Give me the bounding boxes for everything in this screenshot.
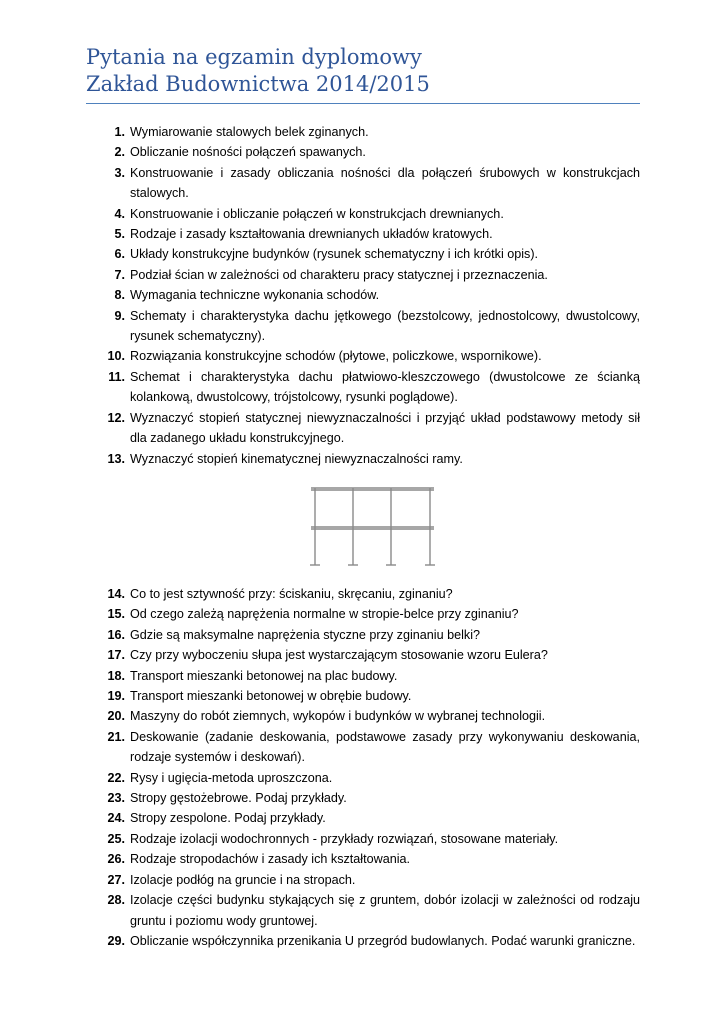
list-item [86,306,640,347]
item-text: Rodzaje stropodachów i zasady ich kształtowania. [130,852,411,867]
item-number: 14. [107,587,125,601]
frame-structure-icon [309,485,436,573]
item-number: 13. [107,451,125,466]
item-text: Wyznaczyć stopień kinematycznej niewyznaczalności ramy. [130,451,463,466]
item-number: 16. [107,627,125,642]
item-number: 10. [107,349,125,364]
question-list-part-1 [86,122,640,469]
item-text: Wymagania techniczne wykonania schodów. [130,288,380,303]
item-number: 28. [107,893,125,908]
item-text: Izolacje podłóg na gruncie i na stropach. [130,872,356,887]
item-number: 17. [107,648,125,663]
item-text: Obliczanie współczynnika przenikania U przegród budowlanych. Podać warunki graniczne. [130,933,636,948]
list-item [86,788,640,808]
item-number: 12. [107,410,125,425]
item-text: Rysy i ugięcia-metoda uproszczona. [130,770,333,785]
item-text: Stropy zespolone. Podaj przykłady. [130,811,326,826]
list-item [86,204,640,224]
item-number: 6. [114,247,125,262]
question-list-part-2 [86,584,640,951]
item-text: Schematy i charakterystyka dachu jętkowego (bezstolcowy, jednostolcowy, dwustolcowy, rysunek schematyczny). [130,308,640,344]
list-item [86,645,640,665]
item-text: Gdzie są maksymalne naprężenia styczne przy zginaniu belki? [130,627,480,642]
item-number: 22. [107,770,125,785]
list-item [86,829,640,849]
item-number: 2. [114,145,125,160]
list-item [86,367,640,408]
frame-lines [310,488,435,565]
list-item [86,285,640,305]
list-item [86,727,640,768]
list-item [86,686,640,706]
item-number: 11. [108,369,125,384]
list-item [86,890,640,931]
list-item [86,265,640,285]
list-item [86,408,640,449]
item-number: 29. [107,933,125,948]
item-text: Stropy gęstożebrowe. Podaj przykłady. [130,791,347,806]
item-number: 4. [114,206,125,221]
item-text: Konstruowanie i obliczanie połączeń w konstrukcjach drewnianych. [130,206,504,221]
item-text: Od czego zależą naprężenia normalne w stropie-belce przy zginaniu? [130,607,519,622]
item-text: Izolacje części budynku stykających się z gruntem, dobór izolacji w zależności od rodzaju gruntu i poziomu wody gruntowej. [130,893,640,928]
item-number: 15. [107,607,125,622]
item-text: Co to jest sztywność przy: ściskaniu, skręcaniu, zginaniu? [130,587,453,601]
list-item [86,346,640,366]
item-text: Schemat i charakterystyka dachu płatwiowo-kleszczowego (dwustolcowe ze ścianką kolankową, dwustolcowy, trójstolcowy, rysunki poglądowe). [130,369,640,405]
item-number: 18. [107,668,125,683]
item-text: Podział ścian w zależności od charakteru pracy statycznej i przeznaczenia. [130,267,548,282]
item-number: 23. [107,791,125,806]
title-line-2: Zakład Budownictwa 2014/2015 [86,72,430,96]
item-text: Konstruowanie i zasady obliczania nośności dla połączeń śrubowych w konstrukcjach stalowych. [130,165,640,201]
page-title [86,44,646,98]
item-text: Transport mieszanki betonowej w obrębie budowy. [130,689,412,704]
item-number: 8. [114,288,125,303]
item-text: Deskowanie (zadanie deskowania, podstawowe zasady przy wykonywaniu deskowania, rodzaje systemów i deskowań). [130,729,640,765]
item-number: 3. [114,165,125,180]
list-item [86,224,640,244]
item-number: 5. [114,227,125,242]
list-item [86,870,640,890]
list-item [86,666,640,686]
list-item [86,449,640,469]
item-number: 27. [107,872,125,887]
item-number: 1. [114,125,125,139]
item-text: Obliczanie nośności połączeń spawanych. [130,145,366,160]
list-item [86,142,640,162]
item-number: 9. [114,308,125,323]
item-number: 21. [107,729,125,744]
item-text: Wyznaczyć stopień statycznej niewyznaczalności i przyjąć układ podstawowy metody sił dla zadanego układu konstrukcyjnego. [130,410,640,446]
list-item [86,849,640,869]
item-text: Transport mieszanki betonowej na plac budowy. [130,668,398,683]
list-item [86,163,640,204]
item-text: Rodzaje i zasady kształtowania drewnianych układów kratowych. [130,227,493,242]
title-divider [86,103,640,104]
list-item [86,584,640,604]
item-number: 7. [114,267,125,282]
item-number: 26. [107,852,125,867]
title-line-1: Pytania na egzamin dyplomowy [86,45,422,69]
item-number: 19. [107,689,125,704]
item-number: 24. [107,811,125,826]
list-item [86,625,640,645]
item-text: Rodzaje izolacji wodochronnych - przykłady rozwiązań, stosowane materiały. [130,831,559,846]
item-text: Czy przy wyboczeniu słupa jest wystarczającym stosowanie wzoru Eulera? [130,648,548,663]
item-text: Układy konstrukcyjne budynków (rysunek schematyczny i ich krótki opis). [130,247,539,262]
list-item [86,931,640,951]
list-item [86,768,640,788]
list-item [86,604,640,624]
list-item [86,706,640,726]
item-number: 20. [107,709,125,724]
item-text: Maszyny do robót ziemnych, wykopów i budynków w wybranej technologii. [130,709,546,724]
item-number: 25. [107,831,125,846]
list-item [86,244,640,264]
item-text: Rozwiązania konstrukcyjne schodów (płytowe, policzkowe, wspornikowe). [130,349,542,364]
item-text: Wymiarowanie stalowych belek zginanych. [130,125,369,139]
list-item [86,808,640,828]
list-item [86,122,640,142]
